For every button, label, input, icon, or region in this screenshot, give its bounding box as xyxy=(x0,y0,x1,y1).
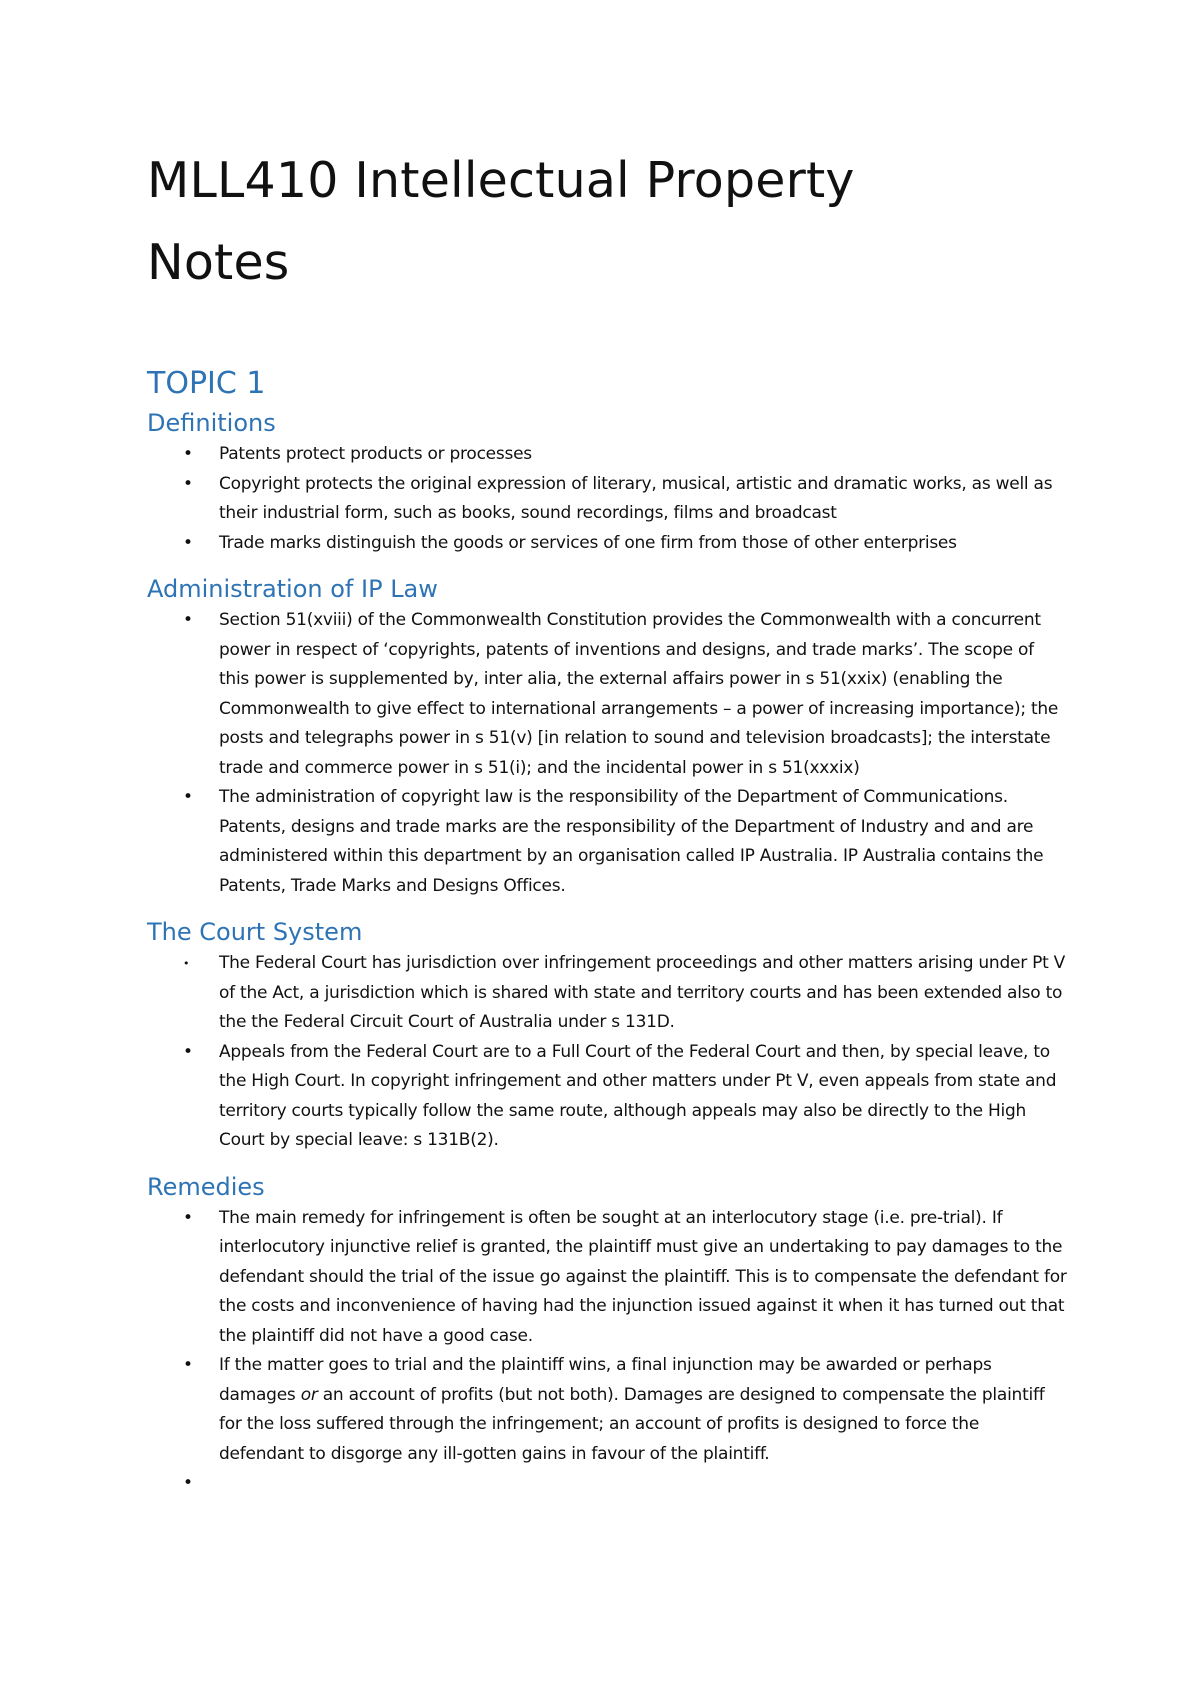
bullet-icon: • xyxy=(183,957,190,970)
list-item-text xyxy=(219,1355,1044,1464)
bullet-icon: • xyxy=(183,1473,193,1493)
bullet-icon: • xyxy=(183,1041,193,1062)
list-item-empty xyxy=(147,1469,1067,1499)
bullet-icon: • xyxy=(183,787,193,807)
list-item xyxy=(147,1038,1067,1156)
list-item xyxy=(147,470,1067,529)
list-item-text-part: If the matter goes to trial and the plaintiff wins, a final injunction may be awarded or perhaps damages xyxy=(219,1355,992,1405)
list-item xyxy=(147,783,1067,901)
bullet-icon: • xyxy=(183,532,193,553)
bullet-list-court-system xyxy=(147,949,1067,1156)
section-remedies xyxy=(147,1170,1067,1499)
list-item xyxy=(147,949,1067,1038)
section-heading-court-system: The Court System xyxy=(147,918,363,946)
section-heading-administration: Administration of IP Law xyxy=(147,575,438,603)
document-title xyxy=(147,140,1067,304)
bullet-icon: • xyxy=(183,610,193,630)
list-item-text: Patents protect products or processes xyxy=(219,444,532,464)
bullet-icon: • xyxy=(183,473,193,494)
list-item-text-part: an account of profits (but not both). Damages are designed to compensate the plaintiff for the loss suffered through the infringement; an account of profits is designed to force the defendant to disgorge any ill-gotten gains in favour of the plaintiff. xyxy=(219,1384,1045,1464)
list-item-text: Section 51(xviii) of the Commonwealth Constitution provides the Commonwealth with a concurrent power in respect of ‘copyrights, patents of inventions and designs, and trade marks’. The scope of this power is supplemented by, inter alia, the external affairs power in s 51(xxix) (enabling the Commonwealth to give effect to international arrangements – a power of increasing importance); the posts and telegraphs power in s 51(v) [in relation to sound and television broadcasts]; the interstate trade and commerce power in s 51(i); and the incidental power in s 51(xxxix) xyxy=(219,610,1059,778)
document-title-line-1: MLL410 Intellectual Property xyxy=(147,152,855,209)
list-item xyxy=(147,1204,1067,1352)
list-item-text: The administration of copyright law is the responsibility of the Department of Communications. Patents, designs and trade marks are the responsibility of the Department of Industry and and are administered within this department by an organisation called IP Australia. IP Australia contains the Patents, Trade Marks and Designs Offices. xyxy=(219,787,1044,896)
list-item-text: The Federal Court has jurisdiction over infringement proceedings and other matters arising under Pt V of the Act, a jurisdiction which is shared with state and territory courts and has been extended also to the the Federal Circuit Court of Australia under s 131D. xyxy=(219,953,1066,1032)
list-item-text-italic: or xyxy=(300,1384,318,1405)
bullet-list-remedies xyxy=(147,1204,1067,1499)
section-heading-remedies: Remedies xyxy=(147,1172,265,1201)
list-item-text: Trade marks distinguish the goods or services of one firm from those of other enterprises xyxy=(219,532,957,553)
list-item-text: Appeals from the Federal Court are to a Full Court of the Federal Court and then, by special leave, to the High Court. In copyright infringement and other matters under Pt V, even appeals from state and territory courts typically follow the same route, although appeals may also be directly to the High Court by special leave: s 131B(2). xyxy=(219,1041,1057,1150)
bullet-icon: • xyxy=(183,1355,193,1375)
list-item xyxy=(147,1351,1067,1469)
list-item-text: The main remedy for infringement is often be sought at an interlocutory stage (i.e. pre-trial). If interlocutory injunctive relief is granted, the plaintiff must give an undertaking to pay damages to the defendant should the trial of the issue go against the plaintiff. This is to compensate the defendant for the costs and inconvenience of having had the injunction issued against it when it has turned out that the plaintiff did not have a good case. xyxy=(219,1207,1067,1346)
topic-heading: TOPIC 1 xyxy=(147,366,266,401)
list-item-text xyxy=(219,1473,224,1493)
section-heading-definitions: Definitions xyxy=(147,409,276,437)
bullet-list-administration xyxy=(147,606,1067,901)
document-title-line-2: Notes xyxy=(147,234,290,291)
document-page xyxy=(147,140,1067,1499)
list-item xyxy=(147,606,1067,783)
section-definitions xyxy=(147,406,1067,558)
section-court-system xyxy=(147,915,1067,1156)
bullet-icon: • xyxy=(183,444,193,464)
bullet-icon: • xyxy=(183,1207,193,1228)
bullet-list-definitions xyxy=(147,440,1067,558)
list-item xyxy=(147,440,1067,470)
section-administration xyxy=(147,572,1067,901)
list-item-text: Copyright protects the original expression of literary, musical, artistic and dramatic works, as well as their industrial form, such as books, sound recordings, films and broadcast xyxy=(219,473,1053,523)
list-item xyxy=(147,529,1067,559)
